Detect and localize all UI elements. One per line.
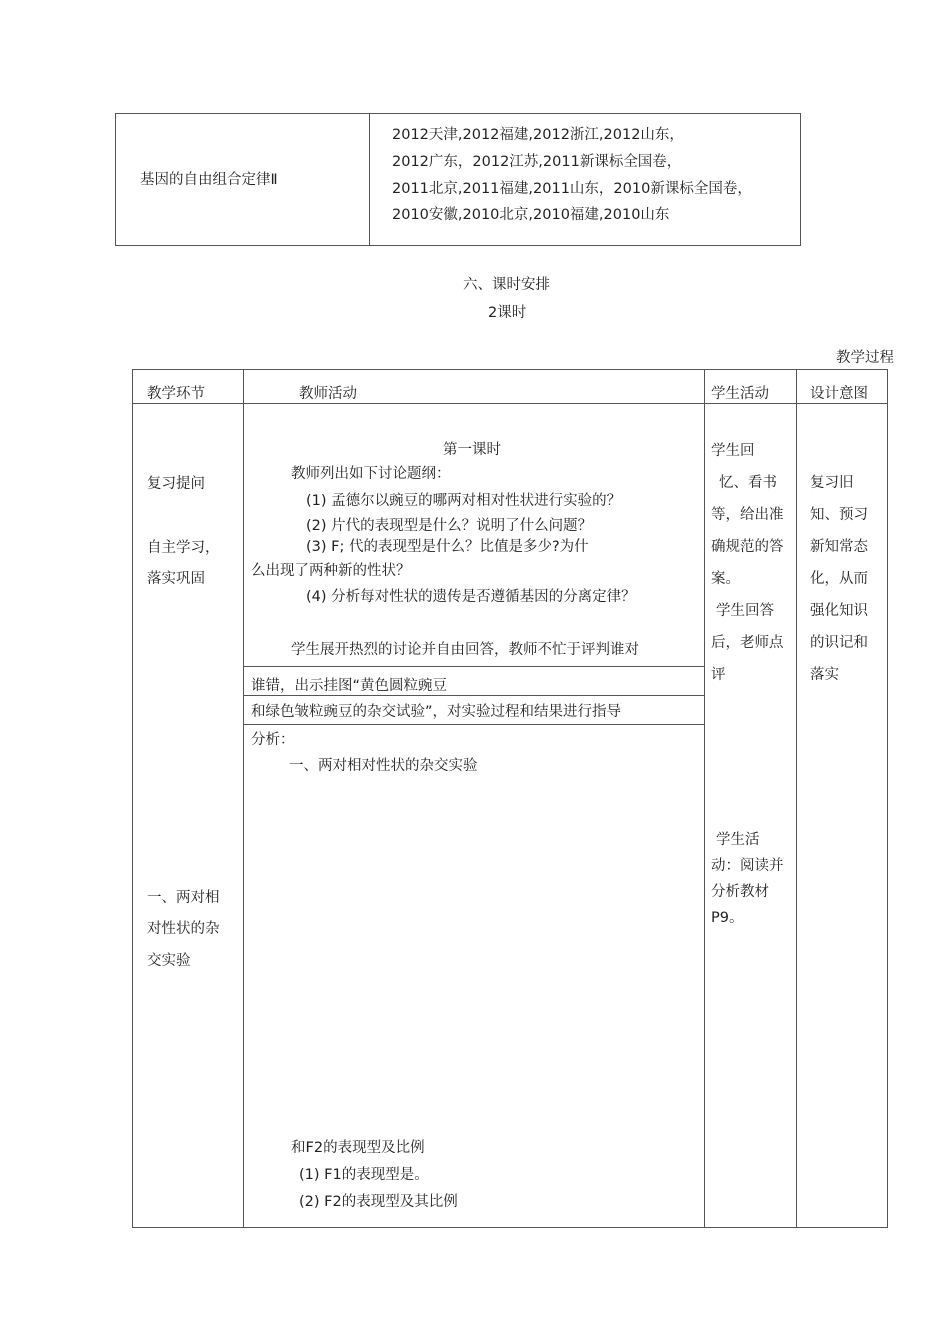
lesson-title: 第一课时 (443, 442, 501, 458)
f1-item: (1) F1的表现型是。 (299, 1167, 429, 1183)
hours-text: 2课时 (488, 305, 527, 321)
teacher-row-2: 谁错，出示挂图“黄色圆粒豌豆 (251, 678, 448, 694)
intent-line-7: 落实 (810, 667, 839, 683)
student-activity-4: P9。 (711, 910, 744, 926)
student-line-1: 学生回 (711, 443, 755, 459)
exam-line-1: 2012天津,2012福建,2012浙江,2012山东， (392, 127, 684, 143)
f2-title: 和F2的表现型及比例 (291, 1140, 425, 1156)
intent-line-3: 新知常态 (810, 539, 868, 555)
question-2: (2) 片代的表现型是什么？说明了什么问题？ (306, 518, 593, 534)
f2-item: (2) F2的表现型及其比例 (299, 1194, 458, 1210)
teacher-row-line-1 (243, 666, 704, 667)
exam-line-3: 2011北京,2011福建,2011山东，2010新课标全国卷， (392, 181, 752, 197)
question-1: (1) 孟德尔以豌豆的哪两对相对性状进行实验的？ (306, 493, 622, 509)
teacher-intro: 教师列出如下讨论题纲： (291, 466, 451, 482)
header-stage: 教学环节 (147, 386, 205, 402)
header-intent: 设计意图 (810, 386, 868, 402)
student-line-2: 忆、看书 (719, 475, 777, 491)
exam-line-4: 2010安徽,2010北京,2010福建,2010山东 (392, 207, 670, 223)
process-label: 教学过程 (836, 350, 894, 366)
analysis-label: 分析： (251, 732, 295, 748)
student-line-6: 学生回答 (716, 603, 774, 619)
student-line-4: 确规范的答 (711, 539, 784, 555)
intent-line-5: 强化知识 (810, 603, 868, 619)
stage-experiment-1: 一、两对相 (147, 890, 220, 906)
student-activity-2: 动：阅读并 (711, 858, 784, 874)
question-4: (4) 分析每对性状的遗传是否遵循基因的分离定律？ (306, 589, 636, 605)
exam-table-divider (369, 113, 370, 246)
header-student: 学生活动 (711, 386, 769, 402)
col-divider-3 (796, 369, 797, 1228)
header-teacher: 教师活动 (299, 386, 357, 402)
intent-line-6: 的识记和 (810, 635, 868, 651)
stage-self-study-2: 落实巩固 (147, 571, 205, 587)
stage-self-study-1: 自主学习， (147, 540, 220, 556)
col-divider-2 (704, 369, 705, 1228)
teacher-row-line-3 (243, 724, 704, 725)
student-line-5: 案。 (711, 571, 740, 587)
teacher-row-3: 和绿色皱粒豌豆的杂交试验”，对实验过程和结果进行指导 (251, 704, 622, 720)
discussion-text: 学生展开热烈的讨论并自由回答，教师不忙于评判谁对 (291, 642, 639, 658)
intent-line-4: 化，从而 (810, 571, 868, 587)
student-line-3: 等，给出准 (711, 507, 784, 523)
student-activity-3: 分析教材 (711, 884, 769, 900)
question-3-cont: 么出现了两种新的性状？ (251, 563, 411, 579)
exam-line-2: 2012广东，2012江苏,2011新课标全国卷， (392, 154, 682, 170)
stage-review: 复习提问 (147, 476, 205, 492)
experiment-title: 一、两对相对性状的杂交实验 (289, 758, 478, 774)
student-activity-1: 学生活 (716, 832, 760, 848)
section-title: 六、课时安排 (463, 277, 550, 293)
student-line-7: 后，老师点 (711, 635, 784, 651)
stage-experiment-3: 交实验 (147, 953, 191, 969)
col-divider-1 (243, 369, 244, 1228)
intent-line-1: 复习旧 (810, 475, 854, 491)
question-3: (3) F; 代的表现型是什么？比值是多少?为什 (306, 539, 589, 555)
header-row-divider (132, 403, 888, 404)
stage-experiment-2: 对性状的杂 (147, 921, 220, 937)
topic-cell: 基因的自由组合定律Ⅱ (140, 172, 278, 188)
student-line-8: 评 (711, 667, 726, 683)
teacher-row-line-2 (243, 695, 704, 696)
intent-line-2: 知、预习 (810, 507, 868, 523)
